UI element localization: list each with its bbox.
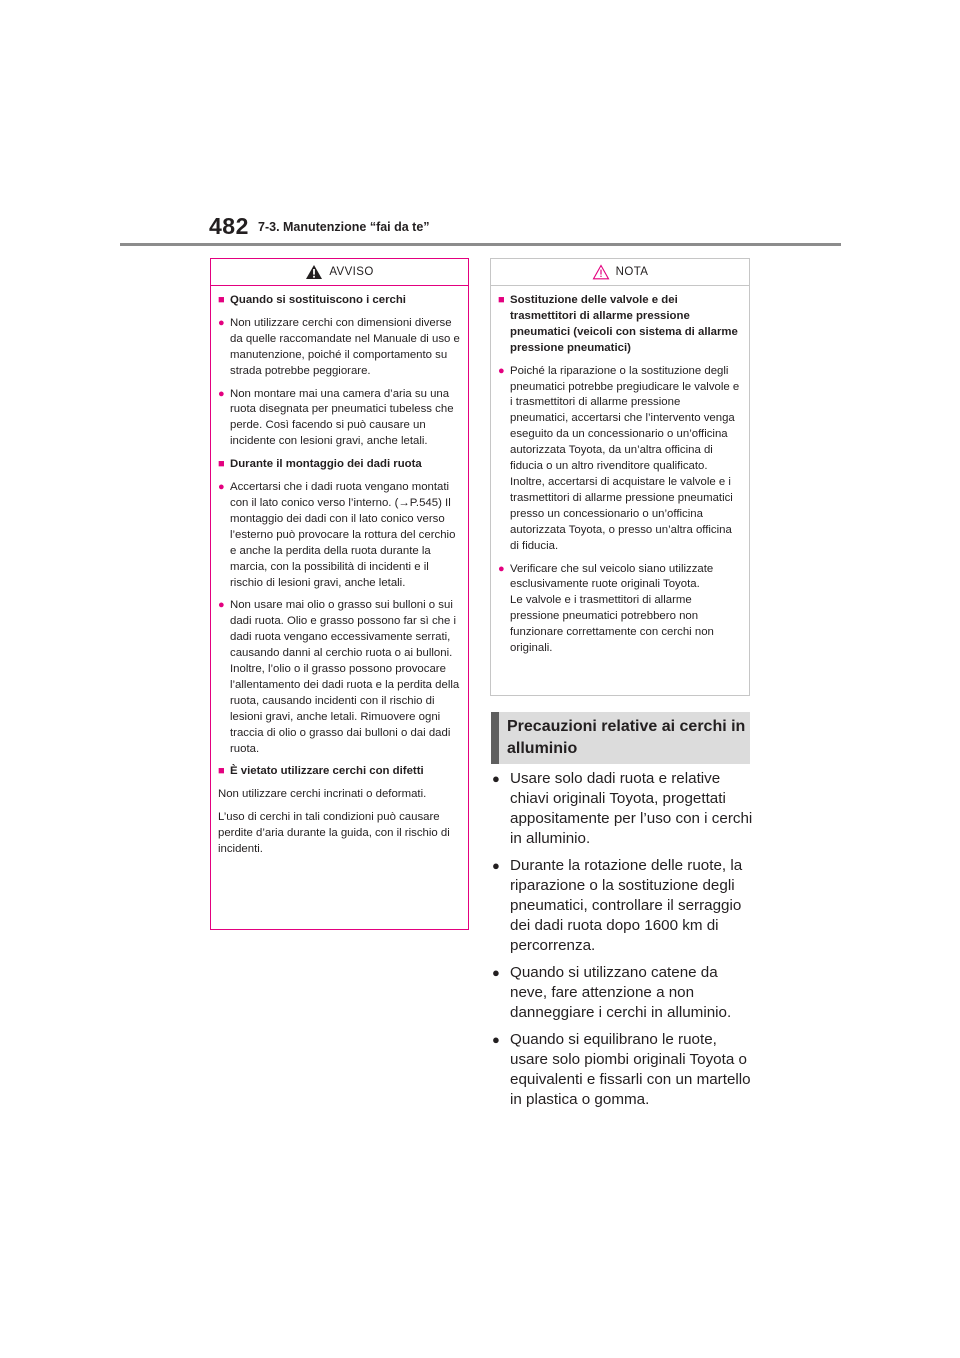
list-item bbox=[491, 1030, 753, 1110]
bullet-icon: ● bbox=[492, 1032, 500, 1047]
subheading-item bbox=[218, 293, 460, 309]
circle-bullet-icon: ● bbox=[218, 599, 225, 612]
warning-list bbox=[218, 286, 460, 858]
caution-triangle-icon bbox=[592, 264, 610, 280]
circle-bullet-icon: ● bbox=[218, 387, 225, 400]
warning-title: AVVISO bbox=[329, 266, 374, 278]
list-item bbox=[218, 480, 460, 591]
square-bullet-icon: ■ bbox=[218, 294, 225, 306]
square-bullet-icon: ■ bbox=[498, 294, 505, 306]
warning-box bbox=[210, 258, 469, 930]
warning-header bbox=[211, 259, 468, 286]
notice-header bbox=[491, 259, 749, 286]
subheading-item bbox=[218, 457, 460, 473]
item-text: Sostituzione delle valvole e dei trasmettitori di allarme pressione pneumatici (veicoli con sistema di allarme pressione pneumatici) bbox=[510, 294, 738, 354]
list-item bbox=[498, 364, 741, 555]
list-item bbox=[491, 856, 753, 956]
list-item-text: Usare solo dadi ruota e relative chiavi originali Toyota, progettati appositamente per l’uso con i cerchi in alluminio. bbox=[510, 770, 753, 847]
warning-triangle-icon bbox=[305, 264, 323, 280]
square-bullet-icon: ■ bbox=[218, 458, 225, 471]
list-item bbox=[218, 316, 460, 380]
circle-bullet-icon: ● bbox=[498, 364, 505, 377]
header-rule bbox=[120, 243, 841, 246]
page-number: 482 bbox=[209, 213, 249, 239]
item-text: Non montare mai una camera d’aria su una ruota disegnata per pneumatici tubeless che perde. Così facendo si può causare un incidente con lesioni gravi, anche letali. bbox=[230, 387, 454, 448]
bullet-icon: ● bbox=[492, 965, 500, 980]
item-text: Non utilizzare cerchi con dimensioni diverse da quelle raccomandate nel Manuale di uso e manutenzione, poiché il comportamento su strada potrebbe peggiorare. bbox=[230, 316, 460, 377]
notice-box bbox=[490, 258, 750, 696]
item-text: Durante il montaggio dei dadi ruota bbox=[230, 458, 422, 471]
paragraph: L’uso di cerchi in tali condizioni può causare perdite d’aria durante la guida, con il rischio di incidenti. bbox=[218, 811, 450, 856]
list-item-text: Quando si utilizzano catene da neve, fare attenzione a non danneggiare i cerchi in alluminio. bbox=[510, 964, 732, 1021]
circle-bullet-icon: ● bbox=[218, 316, 225, 329]
circle-bullet-icon: ● bbox=[218, 481, 225, 494]
subheading-item bbox=[218, 764, 460, 780]
subheading-item bbox=[498, 293, 741, 357]
item-text: Verificare che sul veicolo siano utilizzate esclusivamente ruote originali Toyota. Le valvole e i trasmettitori di allarme pressione pneumatici potrebbero non funzionare correttamente con cerchi non originali. bbox=[510, 562, 714, 655]
item-text: È vietato utilizzare cerchi con difetti bbox=[230, 765, 424, 778]
list-item bbox=[218, 598, 460, 757]
list-item bbox=[218, 387, 460, 451]
notice-title: NOTA bbox=[615, 266, 649, 278]
list-item bbox=[498, 562, 741, 657]
circle-bullet-icon: ● bbox=[498, 562, 505, 575]
item-text: Accertarsi che i dadi ruota vengano montati con il lato conico verso l’interno. (→P.545) Il montaggio dei dadi con il lato conico verso l’esterno può provocare la rottura del cerchio e anche la perdita della ruota durante la marcia, con la possibilità di incidenti e il rischio di lesioni gravi, anche letali. bbox=[230, 481, 456, 589]
aluminum-precautions-list bbox=[491, 769, 753, 1117]
bullet-icon: ● bbox=[492, 858, 500, 873]
paragraph: Non utilizzare cerchi incrinati o deformati. bbox=[218, 788, 427, 801]
list-item-text: Quando si equilibrano le ruote, usare solo piombi originali Toyota o equivalenti e fissarli con un martello in plastica o gomma. bbox=[510, 1031, 751, 1108]
item-text: Poiché la riparazione o la sostituzione degli pneumatici potrebbe pregiudicare le valvole e i trasmettitori di allarme pressione pneumatici, accertarsi che l’intervento venga eseguito da un concessionario o un’officina autorizzata Toyota, da un’altra officina di fiducia o un altro rivenditore qualificato. Inoltre, accertarsi di acquistare le valvole e i trasmettitori di allarme pressione pneumatici presso un concessionario o un’officina autorizzata Toyota, o presso un’altra officina di fiducia. bbox=[510, 364, 740, 552]
item-text: Quando si sostituiscono i cerchi bbox=[230, 294, 406, 306]
aluminum-section-heading: Precauzioni relative ai cerchi in alluminio bbox=[491, 712, 750, 764]
section-title: 7-3. Manutenzione “fai da te” bbox=[258, 220, 430, 234]
bullet-icon: ● bbox=[492, 771, 500, 786]
list-item bbox=[491, 769, 753, 849]
item-text: Non usare mai olio o grasso sui bulloni o sui dadi ruota. Olio e grasso possono far sì che i dadi ruota vengano eccessivamente serrati, causando danni al cerchio ruota o ai bulloni. Inoltre, l’olio o il grasso possono provocare l’allentamento dei dadi ruota e la perdita della ruota, causando incidenti con il rischio di lesioni gravi, anche letali. Rimuovere ogni traccia di olio o grasso dai bulloni o dai dadi ruota. bbox=[230, 599, 460, 755]
square-bullet-icon: ■ bbox=[218, 765, 225, 778]
list-item-text: Durante la rotazione delle ruote, la riparazione o la sostituzione degli pneumatici, controllare il serraggio dei dadi ruota dopo 1600 km di percorrenza. bbox=[510, 857, 743, 954]
list-item bbox=[491, 963, 753, 1023]
notice-list bbox=[498, 286, 741, 657]
